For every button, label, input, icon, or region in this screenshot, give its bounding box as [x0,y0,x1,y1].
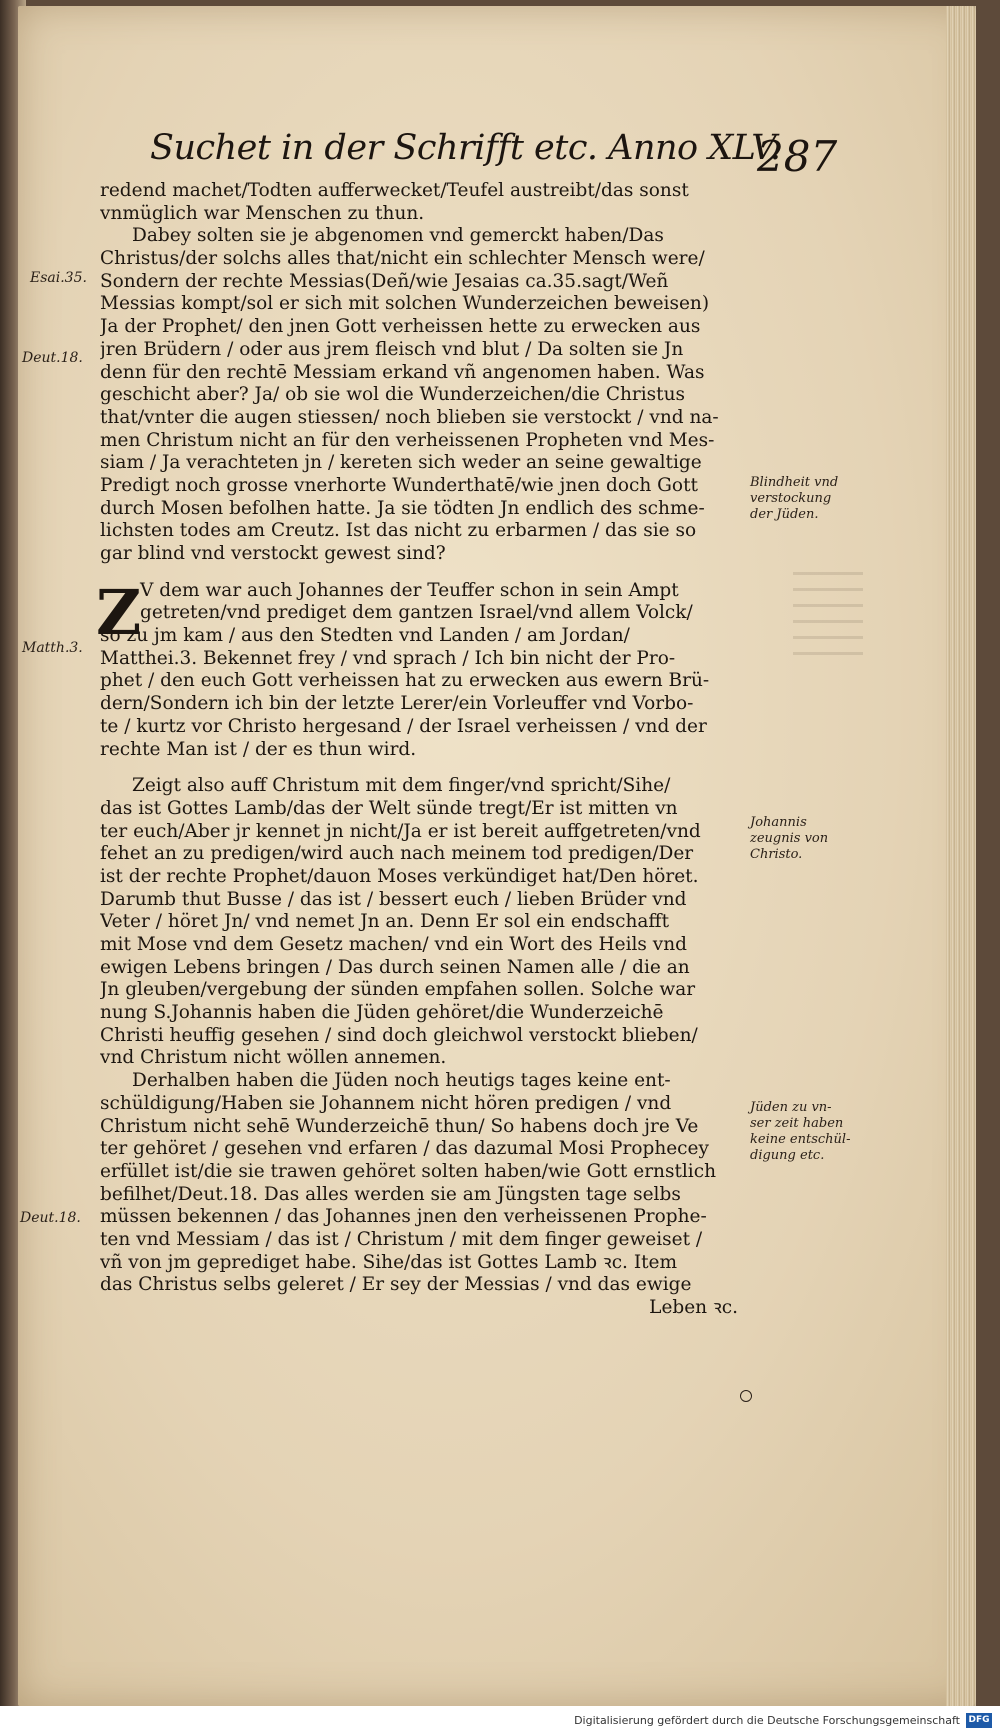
dfg-logo: DFG [966,1713,992,1728]
text-line: lichsten todes am Creutz. Ist das nicht zu erbarmen / das sie so [100,520,697,542]
text-line: befilhet/Deut.18. Das alles werden sie am Jüngsten tage selbs [100,1183,681,1205]
text-line: nung S.Johannis haben die Jüden gehöret/die Wunderzeichē [100,1002,664,1024]
margin-note-deut-2: Deut.18. [20,1210,81,1226]
page-stack-edges [946,6,976,1706]
text-line: durch Mosen befolhen hatte. Ja sie tödten Jn endlich des schme- [100,497,705,519]
footer-bar [0,1706,1000,1734]
main-text-block [96,180,748,1320]
running-title: Suchet in der Schrifft etc. Anno XLV. [150,128,781,168]
text-line: ist der rechte Prophet/dauon Moses verkündiget hat/Den höret. [100,865,699,887]
text-line: redend machet/Todten aufferwecket/Teufel austreibt/das sonst [100,180,689,201]
text-line: rechte Man ist / der es thun wird. [100,738,417,760]
text-line: erfüllet ist/die sie trawen gehöret solten haben/wie Gott ernstlich [100,1160,716,1182]
paragraph-4 [100,775,748,1070]
text-line: Christum nicht sehē Wunderzeichē thun/ So habens doch jre Ve [100,1115,699,1137]
text-line: müssen bekennen / das Johannes jnen den verheissenen Prophe- [100,1206,707,1228]
text-line: ewigen Lebens bringen / Das durch seinen Namen alle / die an [100,956,690,978]
text-line: Ja der Prophet/ den jnen Gott verheissen hette zu erwecken aus [100,316,701,338]
text-line: Derhalben haben die Jüden noch heutigs tages keine ent- [132,1070,671,1092]
margin-note-isaiah: Esai.35. [30,270,87,286]
paragraph-1 [100,180,748,225]
paragraph-3 [96,575,748,762]
text-line: fehet an zu predigen/wird auch nach meinem tod predigen/Der [100,843,694,865]
text-line: das Christus selbs geleret / Er sey der Messias / vnd das ewige [100,1274,692,1296]
text-line: that/vnter die augen stiessen/ noch blieben sie verstockt / vnd na- [100,406,719,428]
text-line: Zeigt also auff Christum mit dem finger/vnd spricht/Sihe/ [132,775,671,797]
funding-credit: Digitalisierung gefördert durch die Deutsche Forschungsgemeinschaft [574,1714,960,1727]
text-line: V dem war auch Johannes der Teuffer schon in sein Ampt [140,579,679,601]
text-line: so zu jm kam / aus den Stedten vnd Landen / am Jordan/ [100,625,630,647]
margin-note-matthew: Matth.3. [22,640,83,656]
text-line: men Christum nicht an für den verheissenen Propheten vnd Mes- [100,429,715,451]
text-line: ter gehöret / gesehen vnd erfaren / das dazumal Mosi Prophecey [100,1138,709,1160]
text-line: vnmüglich war Menschen zu thun. [100,202,425,224]
margin-note-no-excuse: Jüden zu vn- ser zeit haben keine entschül- digung etc. [750,1100,851,1163]
show-through-text [793,565,863,655]
text-line: getreten/vnd prediget dem gantzen Israel/vnd allem Volck/ [140,602,693,624]
text-line: ten vnd Messiam / das ist / Christum / mit dem finger geweiset / [100,1228,703,1250]
text-line: vñ von jm geprediget habe. Sihe/das ist Gottes Lamb ꝛc. Item [100,1251,678,1273]
text-line: Christi heuffig gesehen / sind doch gleichwol verstockt blieben/ [100,1024,698,1046]
text-line: te / kurtz vor Christo hergesand / der Israel verheissen / vnd der [100,715,707,737]
text-line: Dabey solten sie je abgenomen vnd gemerckt haben/Das [132,225,664,247]
text-line: geschicht aber? Ja/ ob sie wol die Wunderzeichen/die Christus [100,384,686,406]
text-line: phet / den euch Gott verheissen hat zu erwecken aus ewern Brü- [100,670,710,692]
paragraph-2 [100,225,748,565]
text-line: Leben ꝛc. [649,1297,738,1318]
text-line: Predigt noch grosse vnerhorte Wunderthatē/wie jnen doch Gott [100,474,698,496]
text-line: denn für den rechtē Messiam erkand vñ angenomen haben. Was [100,361,705,383]
printer-ornament [740,1390,752,1402]
text-line: ter euch/Aber jr kennet jn nicht/Ja er ist bereit auffgetreten/vnd [100,820,701,842]
margin-note-blindness: Blindheit vnd verstockung der Jüden. [750,475,839,522]
text-line: gar blind vnd verstockt gewest sind? [100,543,446,564]
paragraph-5 [100,1070,748,1320]
text-line: Messias kompt/sol er sich mit solchen Wunderzeichen beweisen) [100,293,710,315]
text-line: Christus/der solchs alles that/nicht ein schlechter Mensch were/ [100,248,705,270]
text-line: Veter / höret Jn/ vnd nemet Jn an. Denn Er sol ein endschafft [100,911,670,933]
text-line: siam / Ja verachteten jn / kereten sich weder an seine gewaltige [100,452,702,474]
text-line: vnd Christum nicht wöllen annemen. [100,1047,447,1069]
text-line: Darumb thut Busse / das ist / bessert euch / lieben Brüder vnd [100,888,687,910]
text-line: dern/Sondern ich bin der letzte Lerer/ein Vorleuffer vnd Vorbo- [100,693,694,715]
drop-cap: Z [96,575,142,649]
text-line: Jn gleuben/vergebung der sünden empfahen sollen. Solche war [100,979,696,1001]
text-line: jren Brüdern / oder aus jrem fleisch vnd blut / Da solten sie Jn [100,338,684,360]
text-line: das ist Gottes Lamb/das der Welt sünde tregt/Er ist mitten vn [100,797,678,819]
text-line: mit Mose vnd dem Gesetz machen/ vnd ein Wort des Heils vnd [100,934,688,955]
text-line: schüldigung/Haben sie Johannem nicht hören predigen / vnd [100,1092,672,1114]
margin-note-deut-1: Deut.18. [22,350,83,366]
text-line: Sondern der rechte Messias(Deñ/wie Jesaias ca.35.sagt/Weñ [100,270,669,292]
page-number: 287 [757,132,838,181]
margin-note-john-testimony: Johannis zeugnis von Christo. [750,815,829,862]
text-line: Matthei.3. Bekennet frey / vnd sprach / Ich bin nicht der Pro- [100,647,676,669]
